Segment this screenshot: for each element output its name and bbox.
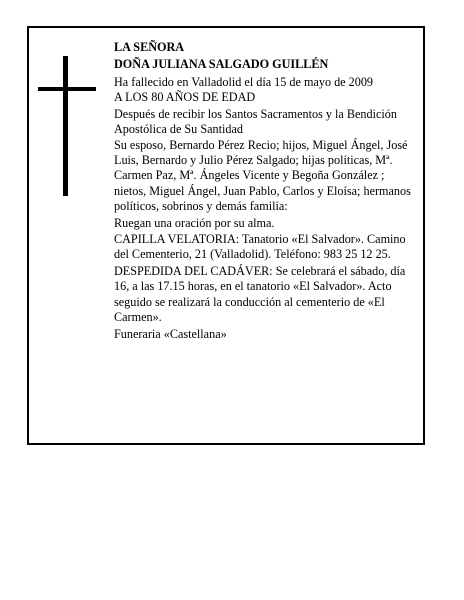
sacraments-text: Después de recibir los Santos Sacramentos y la Bendición Apostólica de Su Santidad [114,107,397,137]
notice-title: LA SEÑORA [114,40,185,54]
prayer-text: Ruegan una oración por su alma. [114,216,275,231]
death-line: Ha fallecido en Valladolid el día 15 de mayo de 2009 [114,74,374,89]
funeral-home-text: Funeraria «Castellana» [114,327,227,342]
chapel-text: CAPILLA VELATORIA: Tanatorio «El Salvador». Camino del Cementerio, 21 (Valladolid). Teléfono: 983 25 12 25. [114,231,406,261]
deceased-name: DOÑA JULIANA SALGADO GUILLÉN [114,57,329,72]
farewell-text: DESPEDIDA DEL CADÁVER: Se celebrará el sábado, día 16, a las 17.15 horas, en el tanatorio «El Salvador». Acto seguido se realizará la conducción al cementerio de «El Carmen». [114,264,406,325]
cross-icon-horizontal [38,87,96,91]
family-text: Su esposo, Bernardo Pérez Recio; hijos, Miguel Ángel, José Luis, Bernardo y Julio Pérez Salgado; hijas políticas, Mª. Carmen Paz, Mª. Ángeles Vicente y Begoña González ; nietos, Miguel Ángel, Juan Pablo, Carlos y Eloísa; hermanos políticos, sobrinos y demás familia: [114,137,411,213]
cross-icon-vertical [63,56,68,196]
obituary-text-block [114,40,419,343]
age-line: A LOS 80 AÑOS DE EDAD [114,89,256,104]
